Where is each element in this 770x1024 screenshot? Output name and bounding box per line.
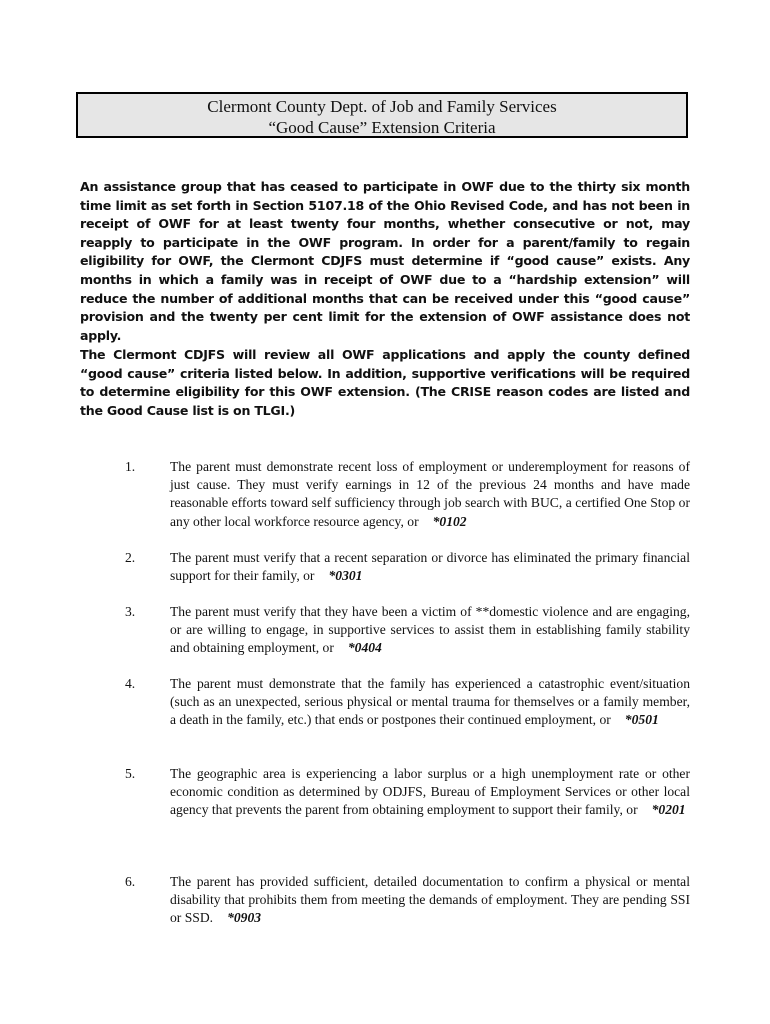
criteria-text-block [170,675,690,730]
title-line-2: “Good Cause” Extension Criteria [268,118,496,137]
criteria-text: The parent must demonstrate recent loss of employment or underemployment for reasons of just cause. They must verify earnings in 12 of the previous 24 months and have made reasonable efforts toward self sufficiency through job search with BUC, a certified One Stop or any other local workforce resource agency, or [170,459,690,529]
criteria-number: 6. [125,874,136,889]
intro-paragraph-1: An assistance group that has ceased to participate in OWF due to the thirty six month time limit as set forth in Section 5107.18 of the Ohio Revised Code, and has not been in receipt of OWF for at least twenty four months, whether consecutive or not, may reapply to participate in the OWF program. In order for a parent/family to regain eligibility for OWF, the Clermont CDJFS must determine if “good cause” exists. Any months in which a family was in receipt of OWF due to a “hardship extension” will reduce the number of additional months that can be received under this “good cause” provision and the twenty per cent limit for the extension of OWF assistance does not apply. [80,179,690,343]
criteria-text-block [170,458,690,531]
criteria-number: 4. [125,676,136,691]
criteria-text: The parent must verify that a recent separation or divorce has eliminated the primary financial support for their family, or [170,550,690,584]
criteria-number: 1. [125,459,136,474]
criteria-text-block [170,603,690,658]
crise-code: *0903 [227,910,262,926]
criteria-text-block [170,765,690,820]
title-line-1: Clermont County Dept. of Job and Family Services [207,97,557,116]
title-box [76,92,688,138]
crise-code: *0201 [651,802,686,818]
crise-code: *0301 [328,568,363,584]
criteria-text-block [170,873,690,928]
crise-code: *0501 [624,712,659,728]
criteria-text-block [170,549,690,585]
intro-paragraph-2: The Clermont CDJFS will review all OWF applications and apply the county defined “good cause” criteria listed below. In addition, supportive verifications will be required to determine eligibility for this OWF extension. (The CRISE reason codes are listed and the Good Cause list is on TLGI.) [80,347,690,418]
criteria-text: The parent must demonstrate that the family has experienced a catastrophic event/situation (such as an unexpected, serious physical or mental trauma for themselves or a family member, a death in the family, etc.) that ends or postpones their continued employment, or [170,676,690,728]
criteria-text: The parent must verify that they have been a victim of **domestic violence and are engaging, or are willing to engage, in supportive services to assist them in establishing family stability and obtaining employment, or [170,604,690,656]
criteria-text: The geographic area is experiencing a labor surplus or a high unemployment rate or other economic condition as determined by ODJFS, Bureau of Employment Services or other local agency that prevents the parent from obtaining employment to support their family, or [170,766,690,818]
criteria-number: 2. [125,550,136,565]
criteria-number: 3. [125,604,136,619]
criteria-number: 5. [125,766,136,781]
crise-code: *0102 [432,513,467,529]
criteria-text: The parent has provided sufficient, detailed documentation to confirm a physical or mental disability that prohibits them from meeting the demands of employment. They are pending SSI or SSD. [170,874,690,926]
crise-code: *0404 [347,640,382,656]
